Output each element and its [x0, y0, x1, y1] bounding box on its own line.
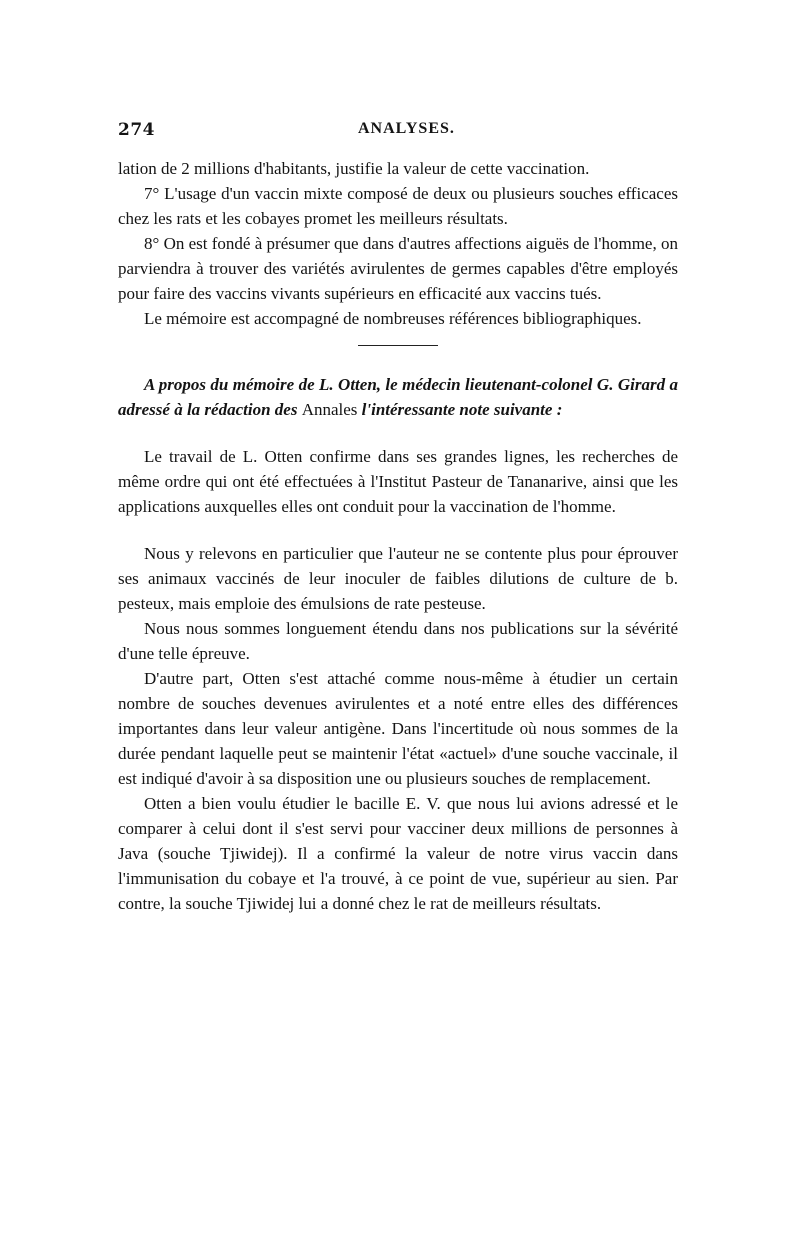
spacer: [118, 519, 678, 541]
paragraph-references: Le mémoire est accompagné de nombreuses références bibliographiques.: [144, 309, 642, 328]
paragraph-continuation: lation de 2 millions d'habitants, justifie la valeur de cette vaccination.: [118, 159, 590, 178]
intro-journal-name: Annales: [301, 400, 358, 419]
paragraph-bacille-ev: Otten a bien voulu étudier le bacille E. V. que nous lui avions adressé et le comparer à celui dont il s'est servi pour vacciner deux millions de personnes à Java (souche Tjiwidej). Il a confirmé la valeur de notre virus vaccin dans l'immunisation du cobaye et l'a trouvé, à ce point de vue, supérieur au sien. Par contre, la souche Tjiwidej lui a donné chez le rat de meilleurs résultats.: [118, 794, 678, 913]
page-number: 274: [118, 120, 155, 140]
paragraph-point-7: 7° L'usage d'un vaccin mixte composé de deux ou plusieurs souches efficaces chez les rats et les cobayes promet les meilleurs résultats.: [118, 184, 678, 228]
editorial-introduction: [118, 372, 678, 422]
paragraph-otten-work: Le travail de L. Otten confirme dans ses grandes lignes, les recherches de même ordre qui ont été effectuées à l'Institut Pasteur de Tananarive, ainsi que les applications auxquelles elles ont conduit pour la vaccination de l'homme.: [118, 447, 678, 516]
intro-text-b: l'intéressante note suivante :: [361, 400, 563, 419]
spacer: [118, 422, 678, 444]
paragraph-rate-pesteuse: Nous y relevons en particulier que l'auteur ne se contente plus pour éprouver ses animaux vaccinés de leur inoculer de faibles dilutions de culture de b. pesteux, mais emploie des émulsions de rate pesteuse.: [118, 544, 678, 613]
paragraph-point-8: 8° On est fondé à présumer que dans d'autres affections aiguës de l'homme, on parviendra à trouver des variétés avirulentes de germes capables d'être employés pour faire des vaccins vivants supérieurs en efficacité aux vaccins tués.: [118, 234, 678, 303]
running-head: ANALYSES.: [358, 120, 455, 137]
intro-text-a: A propos du mémoire de L. Otten, le médecin lieutenant-colonel G. Girard a adressé à la rédaction des: [118, 375, 678, 419]
section-divider: [358, 345, 438, 346]
page-body: [118, 156, 678, 916]
paragraph-severite: Nous nous sommes longuement étendu dans nos publications sur la sévérité d'une telle épreuve.: [118, 619, 678, 663]
page-header: [118, 120, 678, 142]
paragraph-souches: D'autre part, Otten s'est attaché comme nous-même à étudier un certain nombre de souches devenues avirulentes et a noté entre elles des différences importantes dans leur valeur antigène. Dans l'incertitude où nous sommes de la durée pendant laquelle peut se maintenir l'état «actuel» d'une souche vaccinale, il est indiqué d'avoir à sa disposition une ou plusieurs souches de remplacement.: [118, 669, 678, 788]
